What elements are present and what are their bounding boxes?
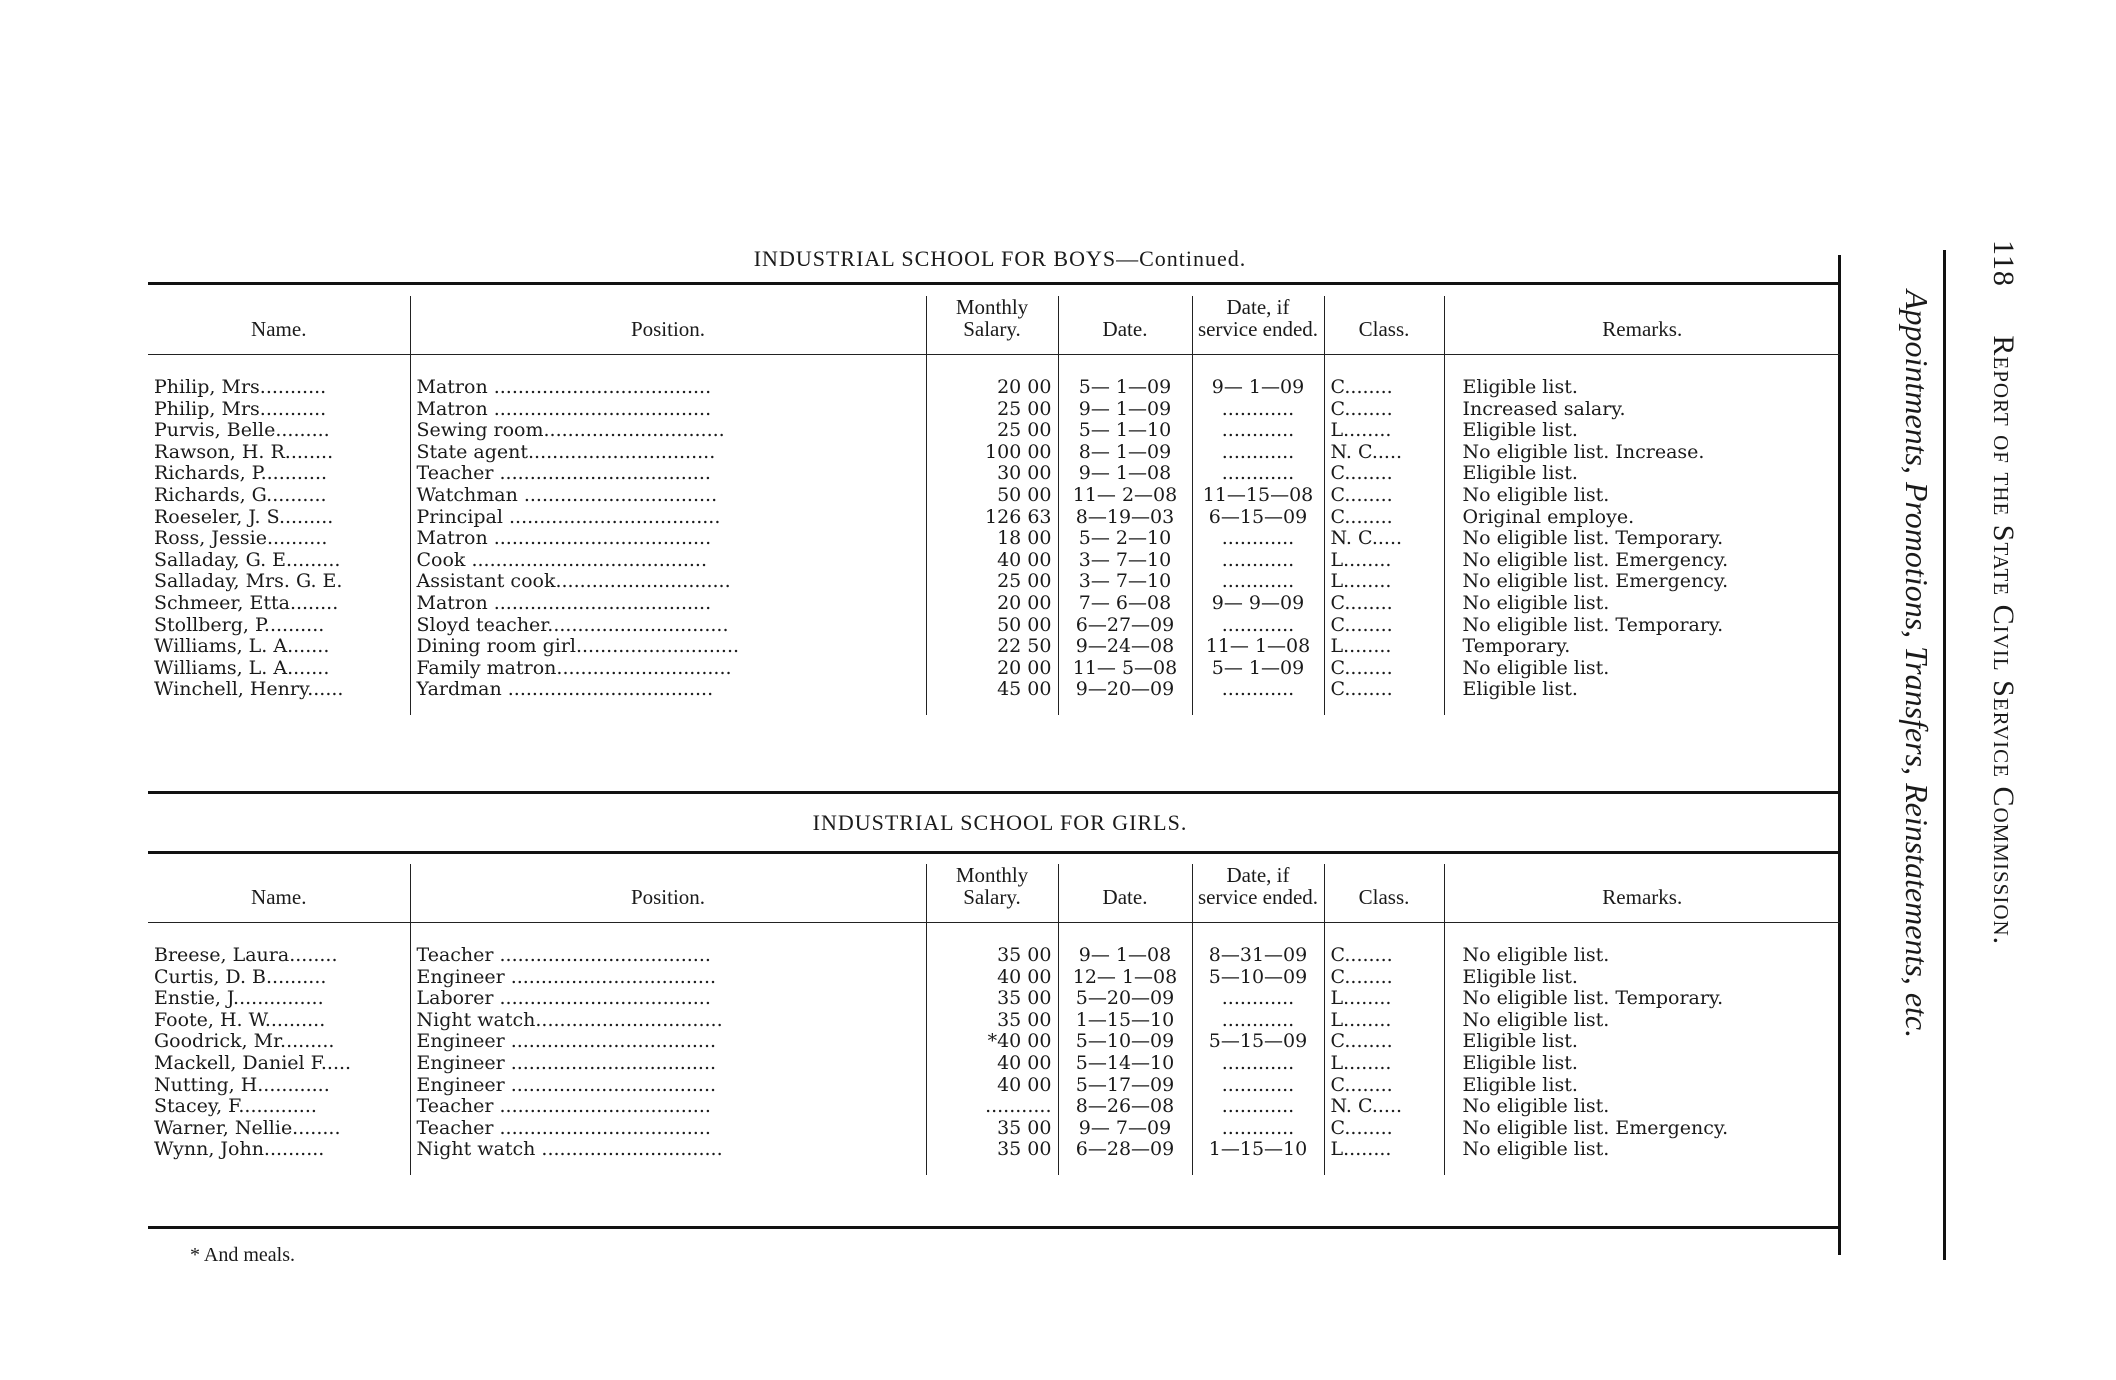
cell-salary: 35 00 [926,923,1058,967]
cell-salary: 35 00 [926,1118,1058,1140]
cell-name: Richards, P........... [154,463,328,485]
cell-salary: 35 00 [926,1010,1058,1032]
cell-date: 11— 2—08 [1058,485,1192,507]
cell-date-ended: ............ [1192,1010,1324,1032]
cell-date-ended: ............ [1192,463,1324,485]
cell-name: Winchell, Henry...... [154,679,344,701]
cell-class: C........ [1324,967,1444,989]
cell-position: Teacher ................................... [410,463,926,485]
cell-date: 5— 2—10 [1058,528,1192,550]
cell-salary: 126 63 [926,507,1058,529]
cell-date: 1—15—10 [1058,1010,1192,1032]
cell-date-ended: ............ [1192,571,1324,593]
cell-salary: 25 00 [926,399,1058,421]
cell-date: 3— 7—10 [1058,571,1192,593]
cell-date-ended: 5—15—09 [1192,1031,1324,1053]
cell-name: Purvis, Belle......... [154,420,330,442]
cell-salary: 22 50 [926,636,1058,658]
cell-name: Williams, L. A....... [154,636,330,658]
cell-date: 7— 6—08 [1058,593,1192,615]
table-row [148,1139,1840,1175]
cell-date-ended: ............ [1192,1096,1324,1118]
bottom-rule-boys [148,791,1840,794]
cell-remarks: Eligible list. [1444,679,1840,715]
col-header-ended: Date, if service ended. [1192,296,1324,355]
table-row [148,636,1840,658]
cell-remarks: Eligible list. [1444,1031,1840,1053]
cell-date-ended: 5— 1—09 [1192,658,1324,680]
cell-salary: 40 00 [926,1075,1058,1097]
cell-name: Stacey, F............. [154,1096,317,1118]
cell-position: Matron .................................... [410,593,926,615]
cell-remarks: No eligible list. Temporary. [1444,528,1840,550]
table-row [148,923,1840,967]
girls-table-body [148,923,1840,1175]
col-header-date: Date. [1058,864,1192,923]
cell-class: L........ [1324,988,1444,1010]
footnote: * And meals. [190,1244,295,1266]
cell-date-ended: 8—31—09 [1192,923,1324,967]
cell-salary: *40 00 [926,1031,1058,1053]
cell-class: C........ [1324,923,1444,967]
cell-class: N. C..... [1324,528,1444,550]
running-subtitle: Appointments, Promotions, Transfers, Reinstatements, etc. [1899,290,1935,1039]
cell-position: Teacher ................................... [410,1118,926,1140]
cell-date-ended: ............ [1192,442,1324,464]
cell-salary: ........... [926,1096,1058,1118]
cell-position: Engineer .................................. [410,1031,926,1053]
table-row [148,355,1840,399]
cell-remarks: No eligible list. Temporary. [1444,615,1840,637]
cell-date-ended: ............ [1192,420,1324,442]
cell-remarks: Eligible list. [1444,1075,1840,1097]
cell-position: Sewing room.............................. [410,420,926,442]
cell-salary: 50 00 [926,485,1058,507]
cell-salary: 35 00 [926,1139,1058,1175]
col-header-class: Class. [1324,864,1444,923]
cell-remarks: No eligible list. Emergency. [1444,571,1840,593]
table-row [148,463,1840,485]
table-row [148,442,1840,464]
cell-date: 8—19—03 [1058,507,1192,529]
cell-salary: 25 00 [926,420,1058,442]
cell-name: Foote, H. W.......... [154,1009,326,1031]
cell-remarks: No eligible list. [1444,1096,1840,1118]
report-title: Report of the State Civil Service Commission. [1987,335,2020,946]
cell-remarks: Temporary. [1444,636,1840,658]
cell-position: Engineer .................................. [410,967,926,989]
cell-position: Laborer ................................... [410,988,926,1010]
col-header-class: Class. [1324,296,1444,355]
cell-date: 5— 1—09 [1058,355,1192,399]
cell-name: Schmeer, Etta........ [154,592,339,614]
cell-date: 5—14—10 [1058,1053,1192,1075]
cell-salary: 30 00 [926,463,1058,485]
cell-date: 5— 1—10 [1058,420,1192,442]
cell-position: Teacher ................................... [410,1096,926,1118]
table-header-row [148,864,1840,923]
table-row [148,615,1840,637]
cell-remarks: No eligible list. [1444,485,1840,507]
table-row [148,967,1840,989]
cell-date: 12— 1—08 [1058,967,1192,989]
cell-date-ended: ............ [1192,679,1324,715]
cell-remarks: Eligible list. [1444,463,1840,485]
boys-table-body [148,355,1840,715]
table-row [148,1096,1840,1118]
cell-class: L........ [1324,1139,1444,1175]
cell-remarks: Eligible list. [1444,967,1840,989]
cell-name: Salladay, Mrs. G. E. [154,571,343,593]
cell-class: C........ [1324,1075,1444,1097]
table-row [148,679,1840,715]
cell-salary: 35 00 [926,988,1058,1010]
cell-date: 9— 1—08 [1058,463,1192,485]
cell-salary: 18 00 [926,528,1058,550]
col-header-date: Date. [1058,296,1192,355]
cell-salary: 45 00 [926,679,1058,715]
cell-remarks: No eligible list. Temporary. [1444,988,1840,1010]
table-row [148,507,1840,529]
cell-salary: 40 00 [926,550,1058,572]
cell-position: Watchman ................................ [410,485,926,507]
cell-date: 11— 5—08 [1058,658,1192,680]
cell-class: L........ [1324,550,1444,572]
cell-date-ended: ............ [1192,1118,1324,1140]
cell-date-ended: 11—15—08 [1192,485,1324,507]
cell-class: L........ [1324,1010,1444,1032]
cell-position: Family matron............................. [410,658,926,680]
cell-class: C........ [1324,615,1444,637]
cell-position: Night watch............................... [410,1010,926,1032]
cell-class: C........ [1324,507,1444,529]
boys-table [148,296,1840,715]
bottom-rule-girls [148,1226,1840,1229]
col-header-position: Position. [410,296,926,355]
cell-name: Wynn, John.......... [154,1139,325,1161]
cell-name: Roeseler, J. S......... [154,506,334,528]
cell-class: C........ [1324,679,1444,715]
running-head [1960,240,2020,1190]
table-row [148,1118,1840,1140]
cell-date-ended: 11— 1—08 [1192,636,1324,658]
table-row [148,658,1840,680]
cell-date: 5—20—09 [1058,988,1192,1010]
cell-remarks: No eligible list. [1444,1010,1840,1032]
col-header-salary: Monthly Salary. [926,296,1058,355]
cell-date: 9— 1—09 [1058,399,1192,421]
table-row [148,399,1840,421]
col-header-position: Position. [410,864,926,923]
cell-class: L........ [1324,636,1444,658]
cell-class: C........ [1324,485,1444,507]
cell-position: Principal ................................... [410,507,926,529]
cell-date: 8—26—08 [1058,1096,1192,1118]
cell-date-ended: 6—15—09 [1192,507,1324,529]
cell-remarks: No eligible list. [1444,593,1840,615]
top-rule-girls [148,851,1840,854]
cell-date-ended: ............ [1192,1075,1324,1097]
cell-date: 9— 7—09 [1058,1118,1192,1140]
cell-position: Night watch .............................. [410,1139,926,1175]
cell-name: Enstie, J............... [154,988,324,1010]
cell-class: C........ [1324,463,1444,485]
cell-date-ended: ............ [1192,615,1324,637]
cell-date-ended: 9— 9—09 [1192,593,1324,615]
cell-salary: 20 00 [926,355,1058,399]
cell-class: L........ [1324,571,1444,593]
cell-class: C........ [1324,593,1444,615]
col-header-ended: Date, if service ended. [1192,864,1324,923]
cell-name: Ross, Jessie.......... [154,528,328,550]
cell-position: Assistant cook............................. [410,571,926,593]
cell-date-ended: ............ [1192,988,1324,1010]
cell-remarks: Eligible list. [1444,420,1840,442]
cell-name: Warner, Nellie........ [154,1117,341,1139]
cell-position: Dining room girl........................... [410,636,926,658]
cell-position: Matron .................................... [410,528,926,550]
cell-remarks: No eligible list. Increase. [1444,442,1840,464]
cell-position: State agent............................... [410,442,926,464]
cell-salary: 20 00 [926,658,1058,680]
cell-remarks: Eligible list. [1444,1053,1840,1075]
table-row [148,1010,1840,1032]
cell-remarks: No eligible list. Emergency. [1444,1118,1840,1140]
cell-name: Philip, Mrs........... [154,376,327,398]
table-header-row [148,296,1840,355]
cell-name: Goodrick, Mr......... [154,1031,335,1053]
cell-date: 9— 1—08 [1058,923,1192,967]
col-header-remarks: Remarks. [1444,864,1840,923]
cell-date-ended: 5—10—09 [1192,967,1324,989]
table-row [148,1075,1840,1097]
cell-date: 5—10—09 [1058,1031,1192,1053]
table-row [148,485,1840,507]
cell-date-ended: ............ [1192,1053,1324,1075]
cell-remarks: Increased salary. [1444,399,1840,421]
cell-name: Richards, G.......... [154,484,327,506]
cell-name: Nutting, H............ [154,1074,330,1096]
cell-class: N. C..... [1324,1096,1444,1118]
cell-name: Salladay, G. E......... [154,549,341,571]
cell-date-ended: 1—15—10 [1192,1139,1324,1175]
table-row [148,420,1840,442]
cell-date-ended: ............ [1192,550,1324,572]
cell-name: Philip, Mrs........... [154,398,327,420]
table-row [148,593,1840,615]
cell-class: L........ [1324,420,1444,442]
table-row [148,1053,1840,1075]
cell-salary: 100 00 [926,442,1058,464]
cell-date-ended: ............ [1192,399,1324,421]
table-row [148,528,1840,550]
col-header-salary: Monthly Salary. [926,864,1058,923]
col-header-name: Name. [148,864,410,923]
cell-date: 8— 1—09 [1058,442,1192,464]
cell-remarks: No eligible list. [1444,658,1840,680]
cell-name: Stollberg, P.......... [154,614,325,636]
cell-remarks: No eligible list. [1444,923,1840,967]
table-row [148,571,1840,593]
cell-position: Sloyd teacher.............................. [410,615,926,637]
running-head-rule [1943,250,1946,1260]
cell-salary: 50 00 [926,615,1058,637]
cell-name: Williams, L. A....... [154,657,330,679]
table-row [148,988,1840,1010]
table-row [148,550,1840,572]
cell-class: C........ [1324,1031,1444,1053]
top-rule-boys [148,282,1840,285]
cell-salary: 20 00 [926,593,1058,615]
cell-remarks: Original employe. [1444,507,1840,529]
cell-date: 3— 7—10 [1058,550,1192,572]
section-title-boys: INDUSTRIAL SCHOOL FOR BOYS—Continued. [753,246,1247,271]
girls-table [148,864,1840,1175]
cell-date-ended: ............ [1192,528,1324,550]
col-header-remarks: Remarks. [1444,296,1840,355]
cell-remarks: No eligible list. Emergency. [1444,550,1840,572]
cell-class: C........ [1324,658,1444,680]
cell-class: C........ [1324,399,1444,421]
page-number: 118 [1987,240,2020,287]
table-row [148,1031,1840,1053]
cell-class: L........ [1324,1053,1444,1075]
cell-remarks: Eligible list. [1444,355,1840,399]
cell-name: Mackell, Daniel F..... [154,1052,352,1074]
col-header-name: Name. [148,296,410,355]
cell-date: 9—20—09 [1058,679,1192,715]
cell-position: Cook ....................................... [410,550,926,572]
cell-position: Yardman .................................. [410,679,926,715]
cell-position: Matron .................................... [410,355,926,399]
cell-date: 6—28—09 [1058,1139,1192,1175]
cell-date: 6—27—09 [1058,615,1192,637]
cell-class: N. C..... [1324,442,1444,464]
cell-salary: 40 00 [926,1053,1058,1075]
cell-position: Engineer .................................. [410,1075,926,1097]
cell-name: Curtis, D. B.......... [154,966,327,988]
cell-class: C........ [1324,355,1444,399]
cell-position: Matron .................................... [410,399,926,421]
cell-remarks: No eligible list. [1444,1139,1840,1175]
cell-date-ended: 9— 1—09 [1192,355,1324,399]
cell-date: 5—17—09 [1058,1075,1192,1097]
cell-date: 9—24—08 [1058,636,1192,658]
cell-position: Engineer .................................. [410,1053,926,1075]
cell-salary: 40 00 [926,967,1058,989]
section-title-girls: INDUSTRIAL SCHOOL FOR GIRLS. [812,810,1188,835]
cell-name: Breese, Laura........ [154,944,338,966]
cell-class: C........ [1324,1118,1444,1140]
cell-position: Teacher ................................... [410,923,926,967]
cell-name: Rawson, H. R........ [154,441,334,463]
cell-salary: 25 00 [926,571,1058,593]
